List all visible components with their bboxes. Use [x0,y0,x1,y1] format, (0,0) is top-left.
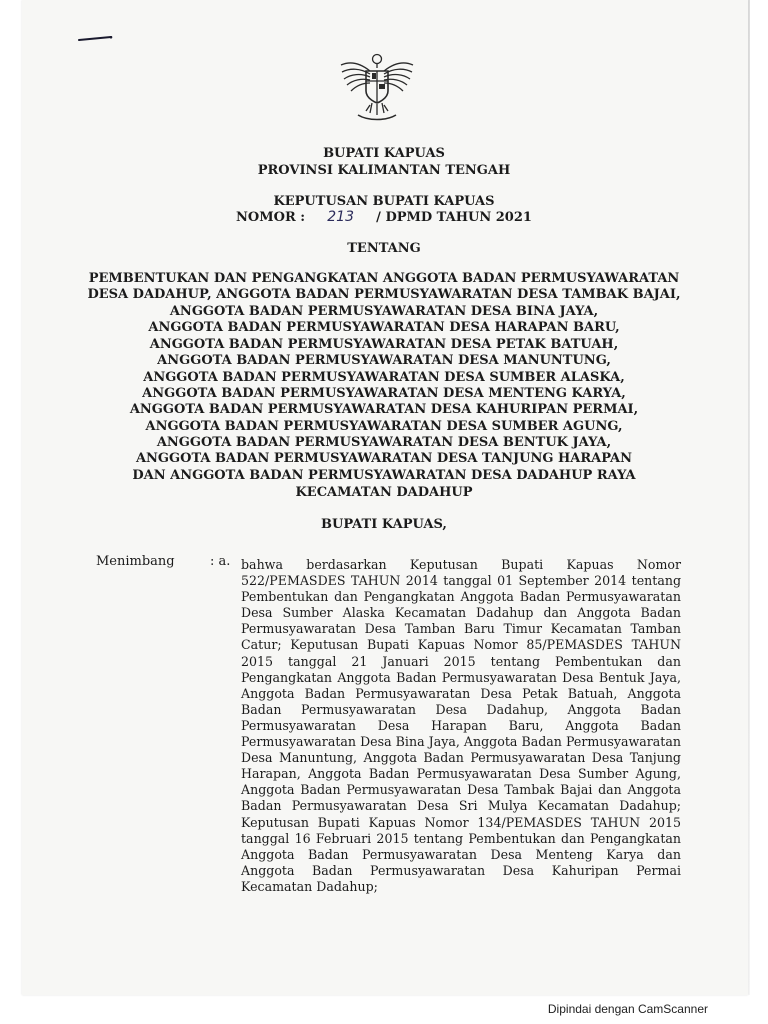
subject-line: PEMBENTUKAN DAN PENGANGKATAN ANGGOTA BADAN PERMUSYAWARATAN [88,271,680,286]
decree-title: KEPUTUSAN BUPATI KAPUAS [273,194,495,209]
header-line-2: PROVINSI KALIMANTAN TENGAH [257,163,511,178]
pen-stroke-icon [78,36,114,42]
subject-line: ANGGOTA BADAN PERMUSYAWARATAN DESA SUMBER ALASKA, [143,370,625,385]
subject-line: ANGGOTA BADAN PERMUSYAWARATAN DESA BINA JAYA, [169,304,599,319]
point-marker: : a. [210,554,231,569]
nomor-suffix: / DPMD TAHUN 2021 [376,210,532,225]
subject-line: KECAMATAN DADAHUP [295,485,473,500]
garuda-pancasila-emblem-icon [336,45,418,127]
subject-line: ANGGOTA BADAN PERMUSYAWARATAN DESA BENTUK JAYA, [156,435,612,450]
decree-number [0,211,768,224]
camscanner-watermark: Dipindai dengan CamScanner [547,1002,708,1016]
subject-line: ANGGOTA BADAN PERMUSYAWARATAN DESA HARAPAN BARU, [148,320,620,335]
nomor-prefix: NOMOR : [236,210,306,225]
subject-line: ANGGOTA BADAN PERMUSYAWARATAN DESA KAHURIPAN PERMAI, [129,402,639,417]
handwritten-number: 213 [327,209,354,225]
header-line-1: BUPATI KAPUAS [323,146,445,161]
subject-line: DESA DADAHUP, ANGGOTA BADAN PERMUSYAWARATAN DESA TAMBAK BAJAI, [87,287,681,302]
consideration-paragraph: bahwa berdasarkan Keputusan Bupati Kapuas Nomor 522/PEMASDES TAHUN 2014 tanggal 01 September 2014 tentang Pembentukan dan Pengangkatan Anggota Badan Permusyawaratan Desa Sumber Alaska Kecamatan Dadahup dan Anggota Badan Permusyawaratan Desa Tamban Baru Timur Kecamatan Tamban Catur; Keputusan Bupati Kapuas Nomor 85/PEMASDES TAHUN 2015 tanggal 21 Januari 2015 tentang Pembentukan dan Pengangkatan Anggota Badan Permusyawaratan Desa Bentuk Jaya, Anggota Badan Permusyawaratan Desa Petak Batuah, Anggota Badan Permusyawaratan Desa Dadahup, Anggota Badan Permusyawaratan Desa Harapan Baru, Anggota Badan Permusyawaratan Desa Bina Jaya, Anggota Badan Permusyawaratan Desa Manuntung, Anggota Badan Permusyawaratan Desa Tanjung Harapan, Anggota Badan Permusyawaratan Desa Sumber Agung, Anggota Badan Permusyawaratan Desa Tambak Bajai dan Anggota Badan Permusyawaratan Desa Sri Mulya Kecamatan Dadahup; Keputusan Bupati Kapuas Nomor 134/PEMASDES TAHUN 2015 tanggal 16 Februari 2015 tentang Pembentukan dan Pengangkatan Anggota Badan Permusyawaratan Desa Menteng Karya dan Anggota Badan Permusyawaratan Desa Kahuripan Permai Kecamatan Dadahup; [241,557,681,894]
subject-line: ANGGOTA BADAN PERMUSYAWARATAN DESA MANUNTUNG, [157,353,611,368]
subject-line: DAN ANGGOTA BADAN PERMUSYAWARATAN DESA DADAHUP RAYA [132,468,636,483]
tentang-heading: TENTANG [347,241,421,256]
menimbang-label: Menimbang [96,554,175,569]
bupati-heading: BUPATI KAPUAS, [321,517,447,532]
subject-line: ANGGOTA BADAN PERMUSYAWARATAN DESA PETAK BATUAH, [149,337,619,352]
subject-line: ANGGOTA BADAN PERMUSYAWARATAN DESA MENTENG KARYA, [142,386,626,401]
subject-line: ANGGOTA BADAN PERMUSYAWARATAN DESA SUMBER AGUNG, [145,419,623,434]
subject-line: ANGGOTA BADAN PERMUSYAWARATAN DESA TANJUNG HARAPAN [135,451,633,466]
